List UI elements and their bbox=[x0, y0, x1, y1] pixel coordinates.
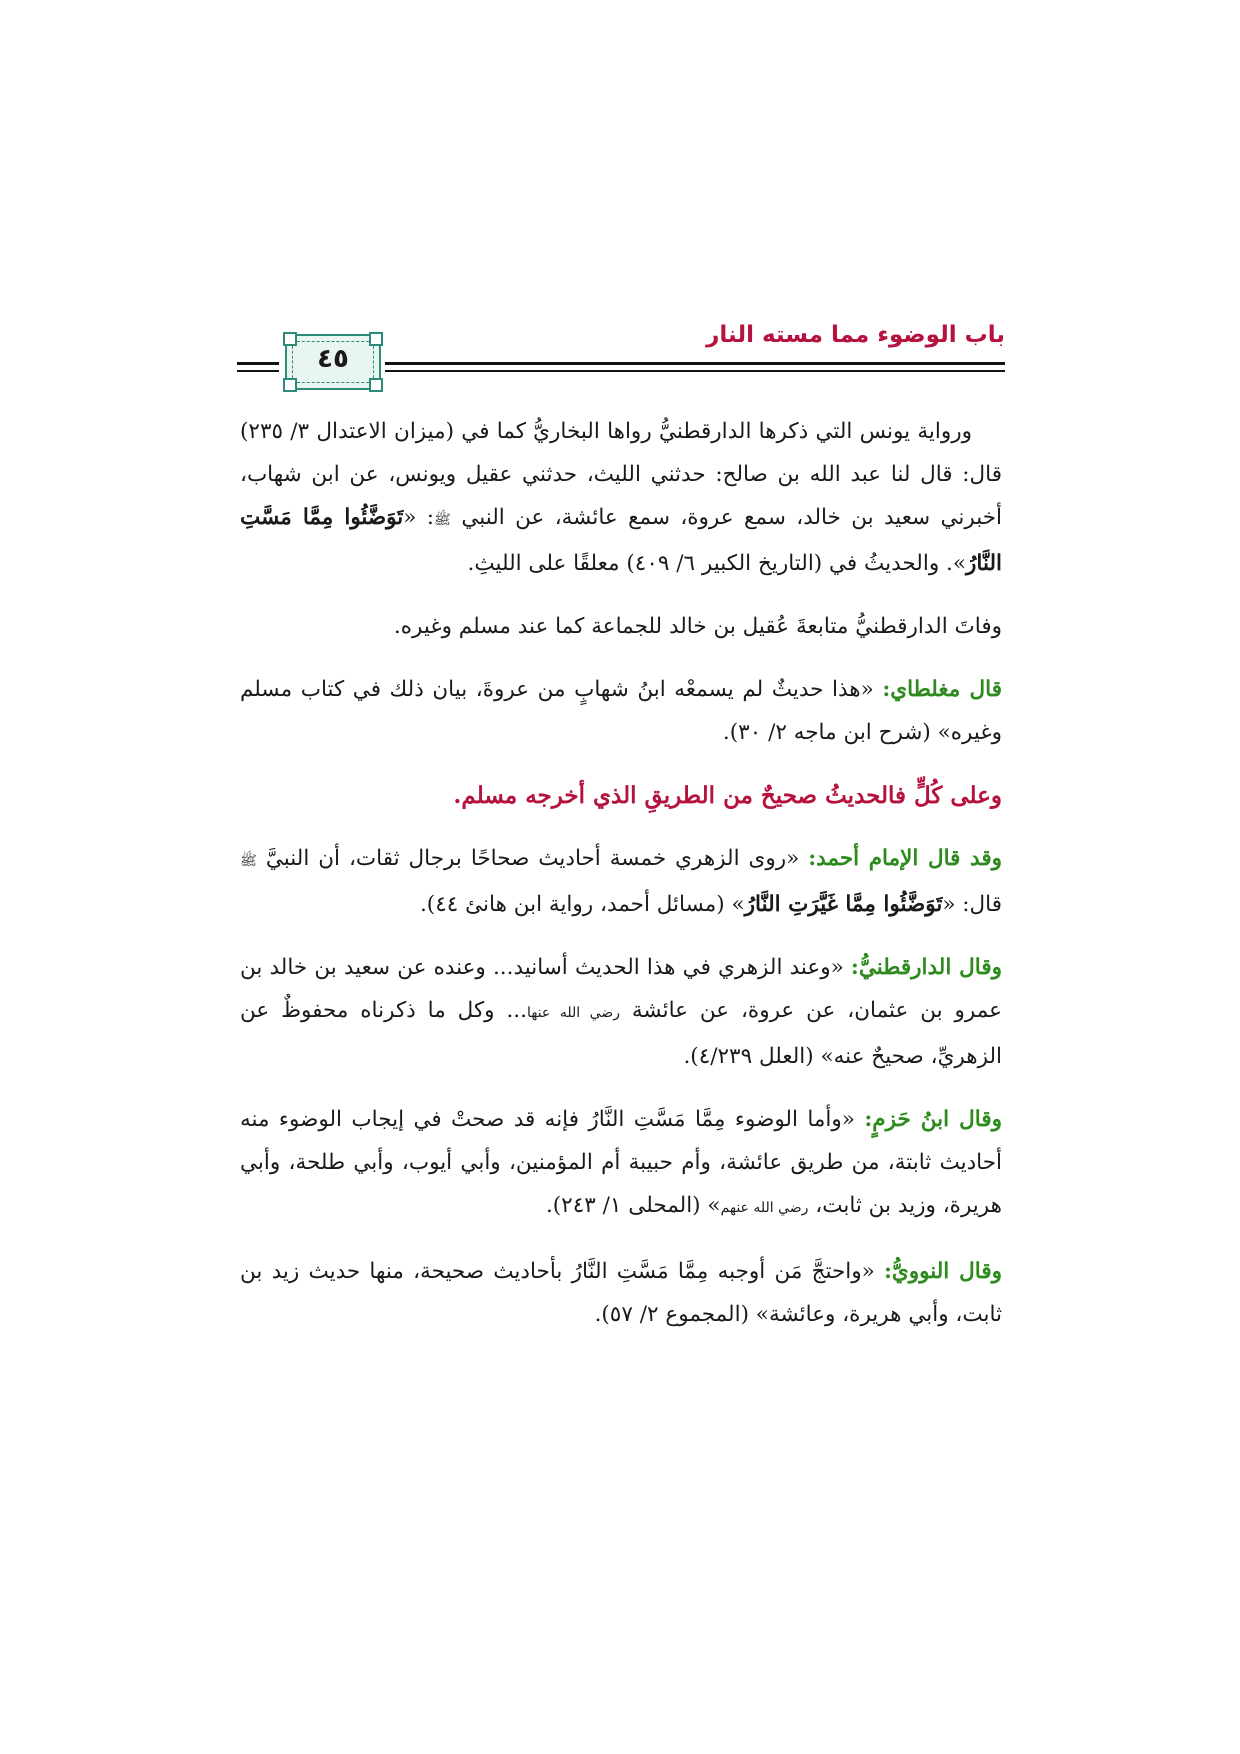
scholar-name: وقال ابنُ حَزمٍ: bbox=[864, 1107, 1002, 1132]
conclusion-statement: وعلى كُلٍّ فالحديثُ صحيحٌ من الطريقِ الذي أخرجه مسلم. bbox=[453, 782, 1002, 809]
text-segment: » (مسائل أحمد، رواية ابن هانئ ٤٤). bbox=[419, 892, 745, 917]
text-segment: وفاتَ الدارقطنيُّ متابعةَ عُقيل بن خالد للجماعة كما عند مسلم وغيره. bbox=[393, 614, 1002, 639]
header-rule-bottom bbox=[385, 370, 1005, 372]
paragraph-aqil-note bbox=[240, 605, 1002, 648]
header-rule-left-bottom bbox=[237, 370, 279, 372]
scholar-name: قال مغلطاي: bbox=[882, 677, 1002, 702]
scholar-name: وقال النوويُّ: bbox=[884, 1259, 1002, 1284]
text-segment: ». والحديثُ في (التاريخ الكبير ٦/ ٤٠٩) معلقًا على الليثِ. bbox=[467, 551, 967, 576]
paragraph-ahmad bbox=[240, 837, 1002, 926]
ornament-corner bbox=[283, 378, 297, 392]
text-segment: «روى الزهري خمسة أحاديث صحاحًا برجال ثقات، أن النبيَّ bbox=[265, 846, 809, 871]
text-segment: ... وكل ما ذكرناه محفوظٌ عن الزهريِّ، صحيحٌ عنه» (العلل ٤/٢٣٩). bbox=[240, 998, 1002, 1069]
text-segment: » (المحلى ١/ ٢٤٣). bbox=[545, 1193, 721, 1218]
text-segment: : « bbox=[403, 505, 435, 530]
page-body bbox=[240, 410, 1002, 1356]
salawat-glyph: ﷺ bbox=[434, 512, 451, 528]
text-segment: «وعند الزهري في هذا الحديث أسانيد... وعنده عن سعيد بن خالد بن عمرو بن عثمان، عن عروة، عن عائشة bbox=[240, 955, 1003, 1023]
paragraph-ibn-hazm bbox=[240, 1098, 1002, 1230]
hadith-quote: تَوَضَّئُوا مِمَّا غَيَّرَتِ النَّارُ bbox=[744, 892, 943, 917]
text-segment: «وأما الوضوء مِمَّا مَسَّتِ النَّارُ فإنه قد صحتْ في إيجاب الوضوء منه أحاديث ثابتة، من طريق عائشة، وأم حبيبة أم المؤمنين، وأبي أيوب، وأبي طلحة، وأبي هريرة، وزيد بن ثابت، bbox=[240, 1107, 1002, 1218]
chapter-title: باب الوضوء مما مسته النار bbox=[706, 322, 1005, 348]
paragraph-mughaltay bbox=[240, 668, 1002, 754]
paragraph-nawawi bbox=[240, 1250, 1002, 1336]
page-number: ٤٥ bbox=[317, 344, 349, 374]
header-rule-left-top bbox=[237, 362, 279, 365]
text-segment: قال: « bbox=[942, 892, 1002, 917]
header-rule-top bbox=[385, 362, 1005, 365]
ornament-corner bbox=[369, 378, 383, 392]
honorific-glyph: رضي الله عنها bbox=[526, 1005, 620, 1021]
honorific-glyph: رضي الله عنهم bbox=[720, 1200, 809, 1216]
text-segment: «واحتجَّ مَن أوجبه مِمَّا مَسَّتِ النَّارُ بأحاديث صحيحة، منها حديث زيد بن ثابت، وأبي هريرة، وعائشة» (المجموع ٢/ ٥٧). bbox=[240, 1259, 1002, 1327]
page-number-frame bbox=[285, 334, 381, 390]
page-header bbox=[237, 318, 1005, 378]
salawat-glyph: ﷺ bbox=[240, 853, 257, 869]
paragraph-yunus-narration bbox=[240, 410, 1002, 585]
paragraph-daraqutni bbox=[240, 946, 1002, 1078]
scholar-name: وقد قال الإمام أحمد: bbox=[808, 846, 1002, 871]
hadith-quote: تَوَضَّئُوا مِمَّا مَسَّتِ النَّارُ bbox=[240, 505, 1002, 576]
text-segment: ورواية يونس التي ذكرها الدارقطنيُّ رواها البخاريُّ كما في (ميزان الاعتدال ٣/ ٢٣٥) قال: قال لنا عبد الله بن صالح: حدثني الليث، حدثني عقيل ويونس، عن ابن شهاب، أخبرني سعيد بن خالد، سمع عروة، سمع عائشة، عن النبي bbox=[240, 419, 1002, 530]
text-segment: «هذا حديثٌ لم يسمعْه ابنُ شهابٍ من عروةَ، بيان ذلك في كتاب مسلم وغيره» (شرح ابن ماجه ٢/ ٣٠). bbox=[240, 677, 1002, 745]
scholar-name: وقال الدارقطنيُّ: bbox=[850, 955, 1002, 980]
